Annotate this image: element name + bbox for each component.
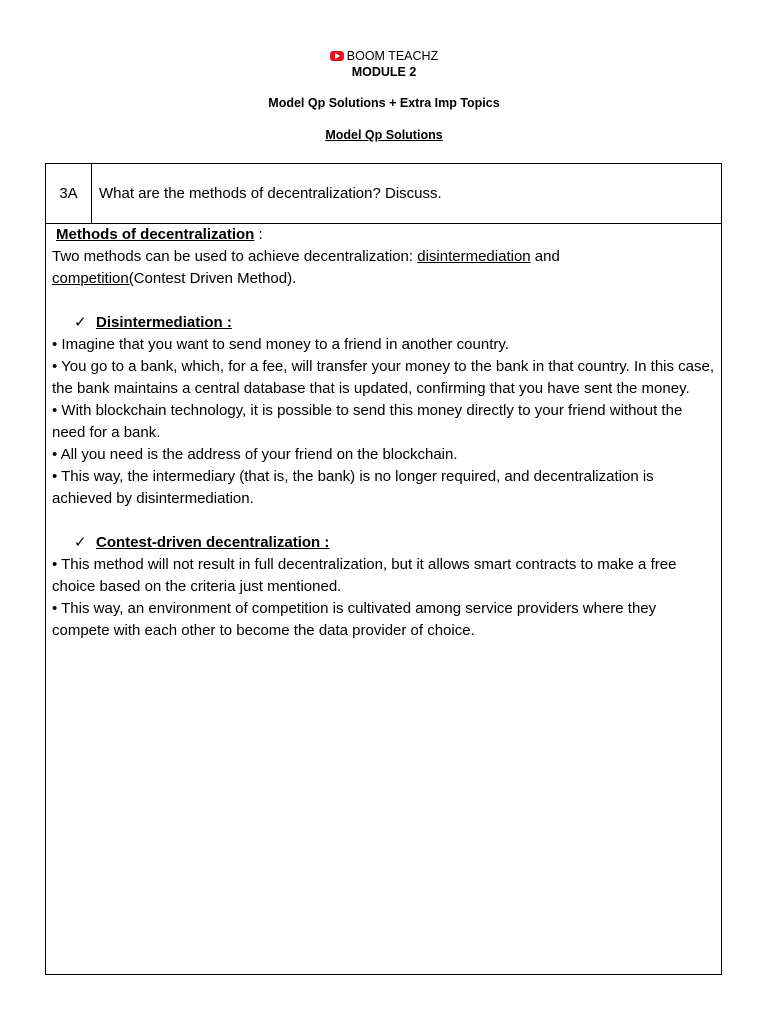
- intro-term-disintermediation: disintermediation: [417, 248, 531, 265]
- disintermediation-bullet: • With blockchain technology, it is possible to send this money directly to your friend without the need for a bank.: [52, 402, 683, 441]
- answer-body: [46, 224, 721, 642]
- module-title: MODULE 2: [351, 65, 417, 79]
- brand-line: [0, 48, 768, 64]
- answer-heading-suffix: :: [254, 226, 263, 243]
- youtube-icon: [330, 51, 344, 61]
- intro-end: Contest Driven Method).: [133, 270, 297, 287]
- brand-name: BOOM TEACHZ: [346, 49, 439, 63]
- answer-heading: [52, 224, 715, 246]
- intro-term-competition: competition(: [52, 270, 134, 287]
- checkmark-icon: ✓: [74, 314, 87, 331]
- question-number: 3A: [46, 164, 92, 223]
- answer-heading-text: Methods of decentralization: [56, 226, 255, 243]
- disintermediation-bullet: • This way, the intermediary (that is, the bank) is no longer required, and decentralization is achieved by disintermediation.: [52, 468, 654, 507]
- section-title: Model Qp Solutions: [325, 128, 443, 142]
- document-subtitle: Model Qp Solutions + Extra Imp Topics: [268, 96, 500, 110]
- intro-start: Two methods can be used to achieve decentralization:: [52, 248, 418, 265]
- checkmark-icon: ✓: [74, 534, 87, 551]
- answer-intro: [52, 246, 715, 290]
- section-contest-heading: [52, 532, 715, 554]
- intro-and: and: [530, 248, 560, 265]
- question-row: [46, 164, 721, 224]
- disintermediation-bullet: • You go to a bank, which, for a fee, will transfer your money to the bank in that country. In this case, the bank maintains a central database that is updated, confirming that you have sent the money.: [52, 358, 715, 397]
- section-disintermediation-title: Disintermediation :: [96, 314, 232, 331]
- contest-bullet: • This method will not result in full decentralization, but it allows smart contracts to make a free choice based on the criteria just mentioned.: [52, 556, 677, 595]
- section-contest-title: Contest-driven decentralization :: [96, 534, 330, 551]
- disintermediation-bullet: • All you need is the address of your friend on the blockchain.: [52, 446, 458, 463]
- document-header: [0, 48, 768, 144]
- disintermediation-bullet: • Imagine that you want to send money to a friend in another country.: [52, 336, 509, 353]
- contest-bullet: • This way, an environment of competition is cultivated among service providers where they compete with each other to become the data provider of choice.: [52, 600, 657, 639]
- question-text: What are the methods of decentralization? Discuss.: [99, 185, 442, 202]
- question-table: [45, 163, 722, 975]
- section-disintermediation-heading: [52, 312, 715, 334]
